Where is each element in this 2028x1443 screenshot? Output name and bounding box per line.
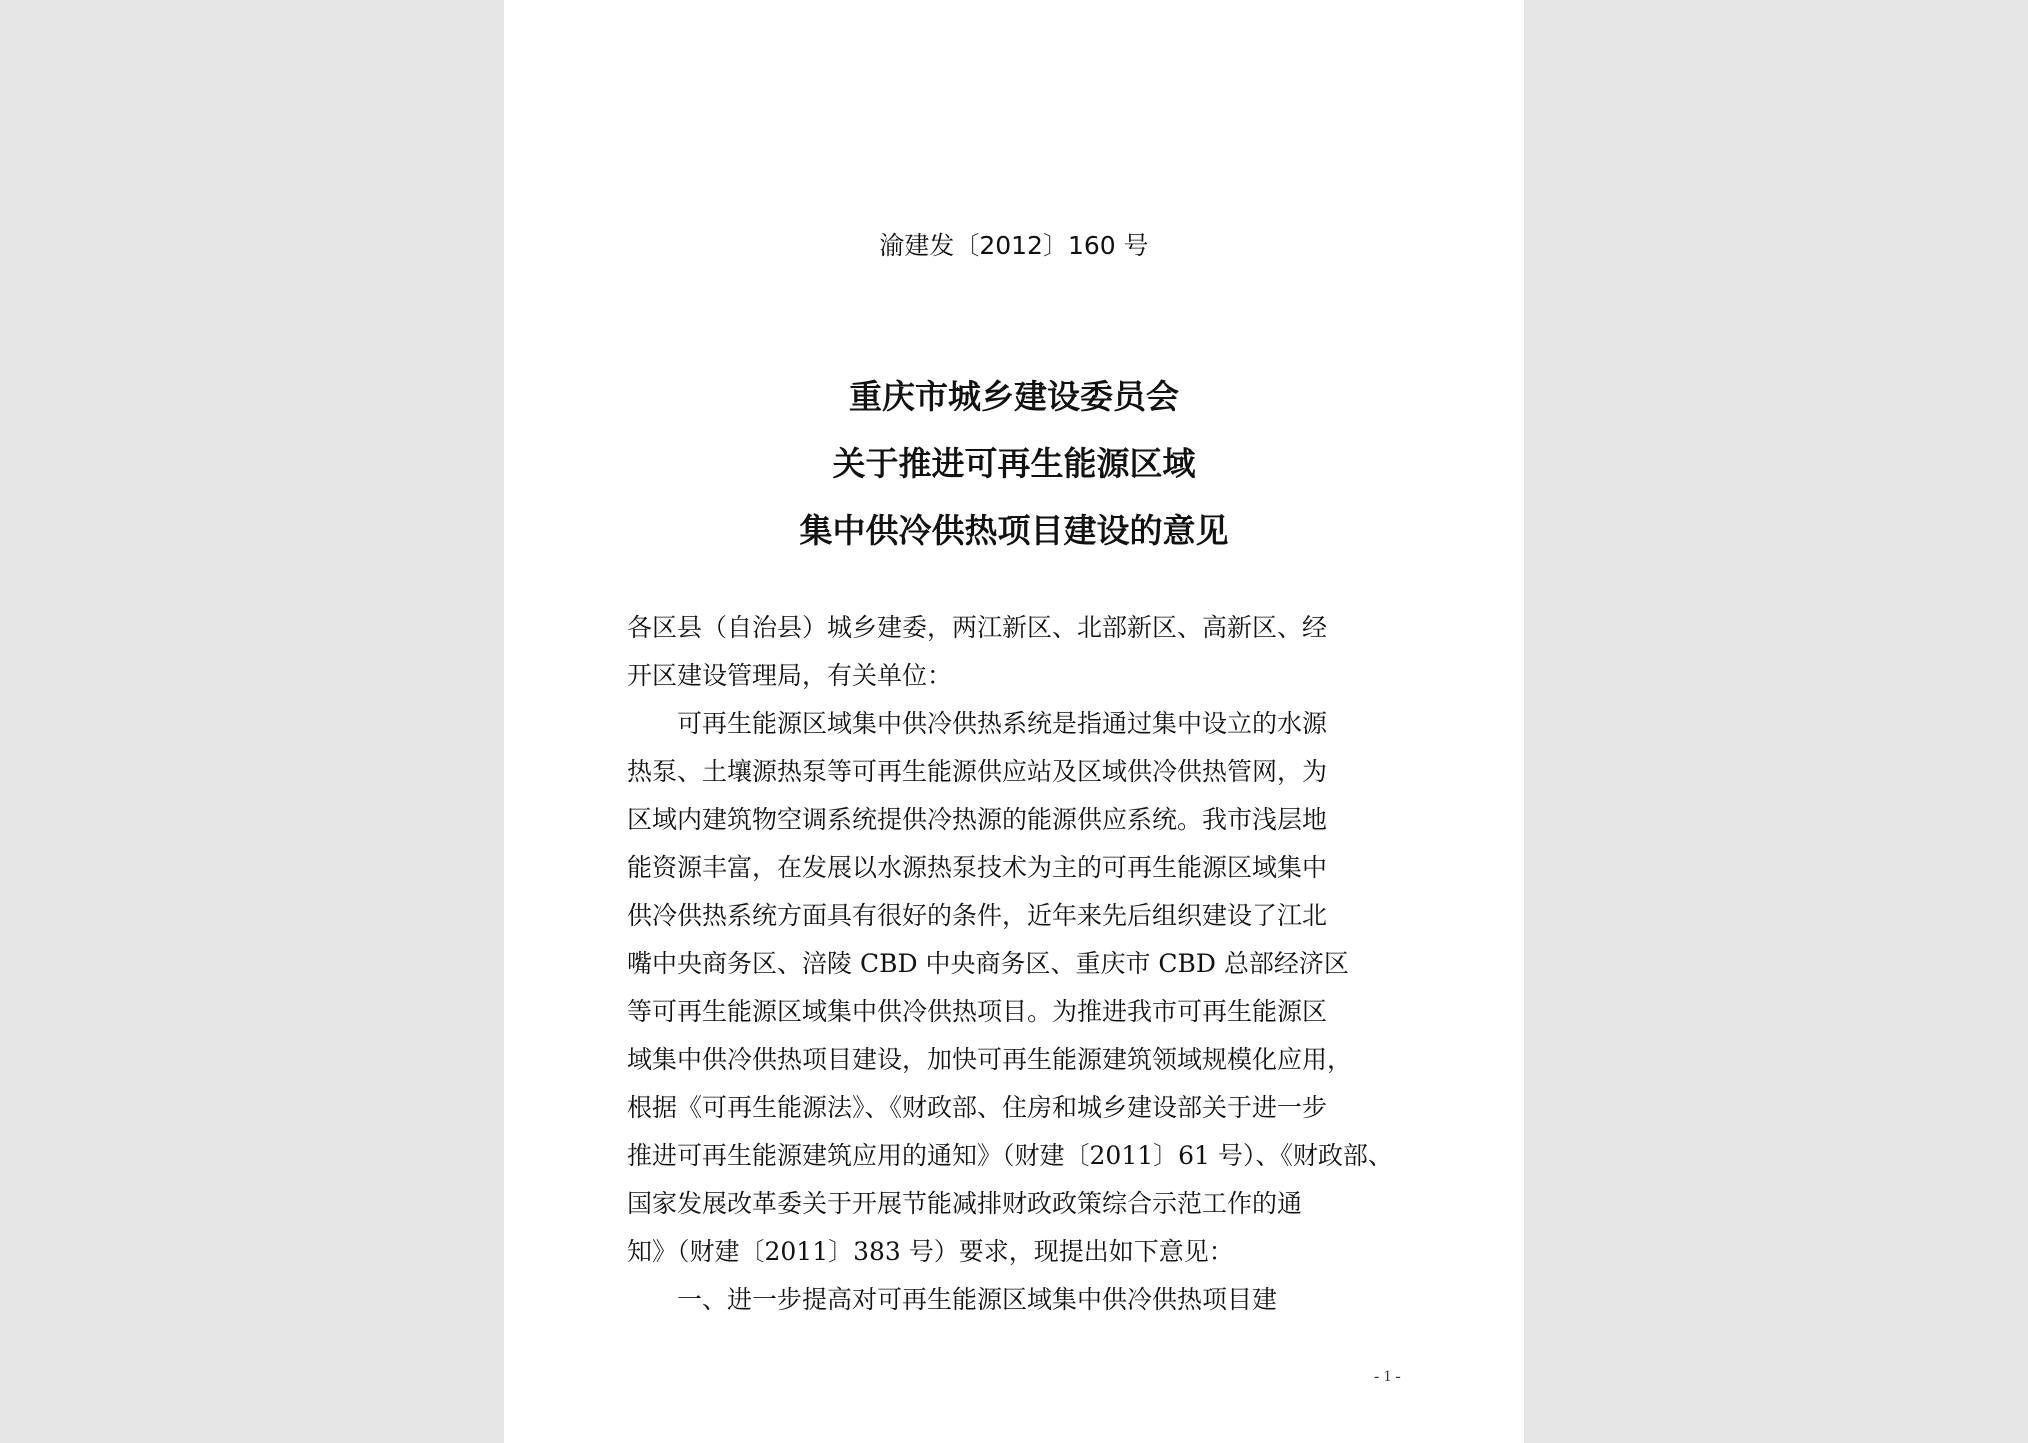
body-line: 开区建设管理局，有关单位：	[627, 661, 953, 690]
body-line: 供冷供热系统方面具有很好的条件，近年来先后组织建设了江北	[627, 901, 1328, 930]
document-title-line-1: 重庆市城乡建设委员会	[849, 377, 1179, 416]
body-line: 嘴中央商务区、涪陵 CBD 中央商务区、重庆市 CBD 总部经济区	[627, 949, 1349, 978]
body-line: 等可再生能源区域集中供冷供热项目。为推进我市可再生能源区	[627, 997, 1328, 1026]
document-number: 渝建发〔2012〕160 号	[879, 231, 1149, 260]
body-line: 各区县（自治县）城乡建委，两江新区、北部新区、高新区、经	[627, 613, 1328, 642]
document-title-line-3: 集中供冷供热项目建设的意见	[799, 511, 1229, 550]
body-line: 能资源丰富，在发展以水源热泵技术为主的可再生能源区域集中	[627, 853, 1328, 882]
document-title-line-2: 关于推进可再生能源区域	[832, 444, 1196, 483]
document-page	[504, 0, 1524, 1443]
body-line: 域集中供冷供热项目建设，加快可再生能源建筑领域规模化应用，	[627, 1045, 1353, 1074]
body-line: 区域内建筑物空调系统提供冷热源的能源供应系统。我市浅层地	[627, 805, 1328, 834]
body-line: 热泵、土壤源热泵等可再生能源供应站及区域供冷供热管网，为	[627, 757, 1328, 786]
body-line: 一、进一步提高对可再生能源区域集中供冷供热项目建	[627, 1285, 1278, 1314]
body-line: 可再生能源区域集中供冷供热系统是指通过集中设立的水源	[627, 709, 1328, 738]
body-line: 根据《可再生能源法》、《财政部、住房和城乡建设部关于进一步	[627, 1093, 1328, 1122]
body-line: 知》（财建〔2011〕383 号）要求，现提出如下意见：	[627, 1237, 1234, 1266]
page-number: - 1 -	[1374, 1368, 1401, 1385]
body-line: 国家发展改革委关于开展节能减排财政政策综合示范工作的通	[627, 1189, 1303, 1218]
body-line: 推进可再生能源建筑应用的通知》（财建〔2011〕61 号）、《财政部、	[627, 1141, 1393, 1170]
